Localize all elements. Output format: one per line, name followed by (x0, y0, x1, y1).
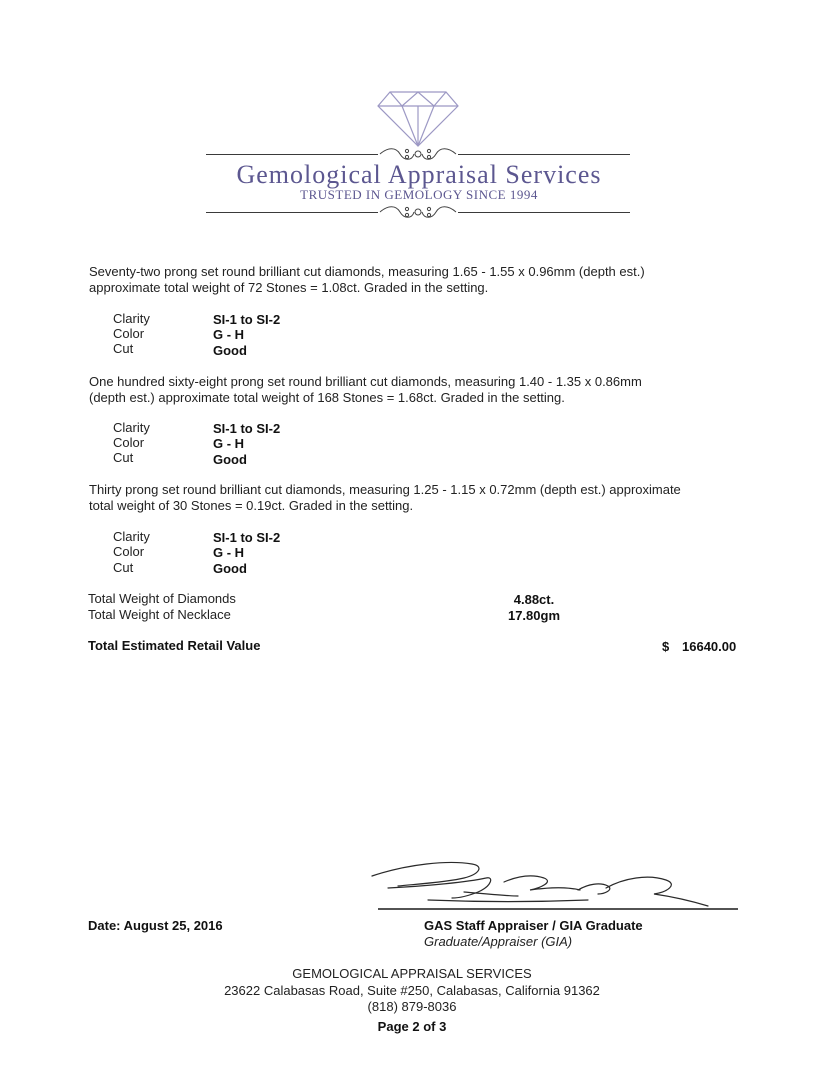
footer-address: 23622 Calabasas Road, Suite #250, Calabasas, California 91362 (224, 983, 600, 998)
footer-phone: (818) 879-8036 (367, 999, 457, 1014)
color-label: Color (113, 544, 145, 559)
footer-company: GEMOLOGICAL APPRAISAL SERVICES (292, 966, 532, 981)
clarity-value: SI-1 to SI-2 (213, 530, 281, 545)
description-line: One hundred sixty-eight prong set round brilliant cut diamonds, measuring 1.40 - 1.35 x 0.86mm (89, 374, 642, 389)
diamond-description-3 (89, 482, 681, 514)
header-rule-top-left (206, 154, 378, 155)
signature-image (368, 852, 740, 914)
clarity-value: SI-1 to SI-2 (213, 312, 281, 327)
description-line: (depth est.) approximate total weight of 168 Stones = 1.68ct. Graded in the setting. (89, 390, 565, 405)
cut-value: Good (213, 452, 247, 467)
total-diamond-weight-value: 4.88ct. (513, 592, 555, 607)
color-value: G - H (213, 436, 245, 451)
description-line: Seventy-two prong set round brilliant cut diamonds, measuring 1.65 - 1.55 x 0.96mm (depth est.) (89, 264, 645, 279)
appraiser-credential: Graduate/Appraiser (GIA) (424, 934, 573, 949)
clarity-label: Clarity (113, 529, 150, 544)
appraisal-date: Date: August 25, 2016 (88, 918, 223, 933)
flourish-ornament-bottom (378, 203, 458, 221)
cut-label: Cut (113, 560, 134, 575)
total-necklace-weight-label: Total Weight of Necklace (88, 607, 231, 622)
color-label: Color (113, 435, 145, 450)
color-value: G - H (213, 327, 245, 342)
diamond-icon (376, 88, 460, 148)
total-necklace-weight-value: 17.80gm (507, 608, 561, 623)
currency-symbol: $ (662, 639, 670, 654)
description-line: Thirty prong set round brilliant cut diamonds, measuring 1.25 - 1.15 x 0.72mm (depth est.) approximate (89, 482, 681, 497)
header-rule-top-right (458, 154, 630, 155)
diamond-description-2 (89, 374, 642, 406)
header-rule-bottom-left (206, 212, 378, 213)
color-label: Color (113, 326, 145, 341)
total-diamond-weight-label: Total Weight of Diamonds (88, 591, 236, 606)
retail-value-amount: 16640.00 (682, 639, 737, 654)
header-rule-bottom-right (458, 212, 630, 213)
color-value: G - H (213, 545, 245, 560)
description-line: total weight of 30 Stones = 0.19ct. Graded in the setting. (89, 498, 414, 513)
cut-value: Good (213, 343, 247, 358)
clarity-label: Clarity (113, 420, 150, 435)
company-name-heading: Gemological Appraisal Services (236, 160, 602, 189)
company-tagline: TRUSTED IN GEMOLOGY SINCE 1994 (300, 187, 538, 202)
retail-value-label: Total Estimated Retail Value (88, 638, 261, 653)
clarity-value: SI-1 to SI-2 (213, 421, 281, 436)
page-number: Page 2 of 3 (377, 1019, 447, 1034)
description-line: approximate total weight of 72 Stones = 1.08ct. Graded in the setting. (89, 280, 489, 295)
diamond-description-1 (89, 264, 645, 296)
appraiser-title: GAS Staff Appraiser / GIA Graduate (424, 918, 643, 933)
clarity-label: Clarity (113, 311, 150, 326)
cut-value: Good (213, 561, 247, 576)
cut-label: Cut (113, 450, 134, 465)
cut-label: Cut (113, 341, 134, 356)
